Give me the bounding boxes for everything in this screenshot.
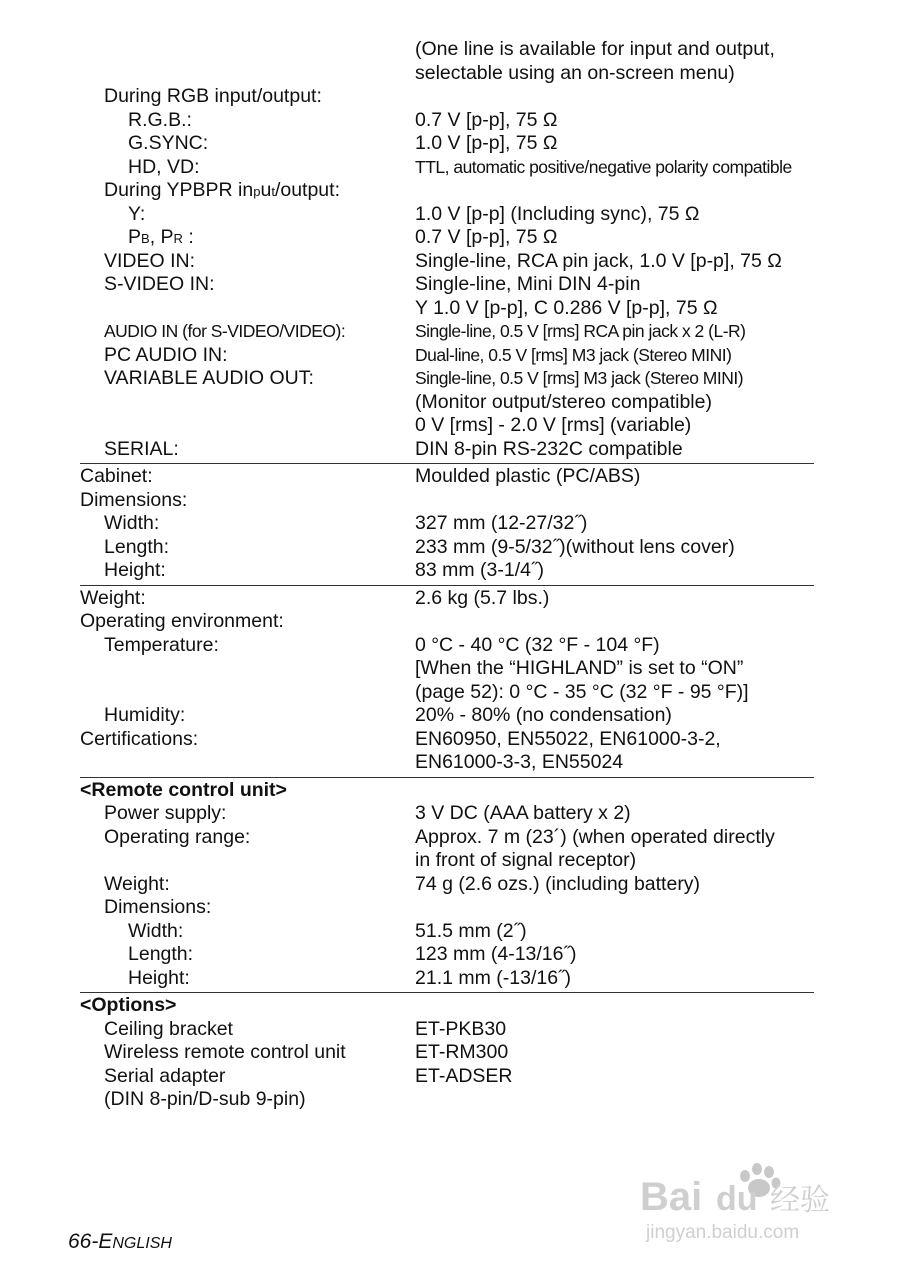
spec-row xyxy=(80,391,814,415)
lang-initial: E xyxy=(98,1230,113,1253)
spec-value: EN61000-3-3, EN55024 xyxy=(415,751,624,773)
spec-value: EN60950, EN55022, EN61000-3-2, xyxy=(415,727,721,750)
spec-label: Humidity: xyxy=(104,704,186,726)
spec-value: 74 g (2.6 ozs.) (including battery) xyxy=(415,872,701,895)
spec-row xyxy=(80,849,814,873)
spec-label xyxy=(80,62,415,86)
spec-label: Cabinet: xyxy=(80,465,153,487)
spec-row xyxy=(80,751,814,775)
spec-value: TTL, automatic positive/negative polarity compatible xyxy=(415,156,792,177)
spec-row xyxy=(80,203,814,227)
spec-value: 51.5 mm (2˝) xyxy=(415,919,527,942)
spec-label: Y: xyxy=(128,202,146,225)
spec-label xyxy=(80,38,415,62)
spec-row xyxy=(80,994,814,1018)
spec-value: Approx. 7 m (23´) (when operated directly xyxy=(415,825,775,848)
spec-row xyxy=(80,1018,814,1042)
spec-row xyxy=(80,873,814,897)
spec-value xyxy=(415,994,814,1018)
spec-value: 327 mm (12-27/32˝) xyxy=(415,512,588,534)
spec-value: (One line is available for input and output, xyxy=(415,38,775,60)
spec-label: Power supply: xyxy=(104,802,227,824)
spec-group xyxy=(80,38,814,461)
spec-row xyxy=(80,920,814,944)
page-number: 66- xyxy=(68,1230,99,1253)
spec-row xyxy=(80,465,814,489)
watermark-brand-cn: 经验 xyxy=(770,1183,830,1218)
spec-label: Ceiling bracket xyxy=(104,1017,233,1040)
watermark-url: jingyan.baidu.com xyxy=(646,1222,800,1243)
spec-value: 21.1 mm (-13/16˝) xyxy=(415,966,572,989)
spec-value: ET-PKB30 xyxy=(415,1017,507,1040)
spec-row xyxy=(80,109,814,133)
spec-value: 83 mm (3-1/4˝) xyxy=(415,559,544,581)
spec-value: 1.0 V [p-p] (Including sync), 75 Ω xyxy=(415,202,700,225)
spec-label xyxy=(80,414,415,438)
spec-label: Weight: xyxy=(80,586,146,609)
spec-row xyxy=(80,896,814,920)
watermark-brand-left: Bai xyxy=(640,1175,703,1219)
spec-row xyxy=(80,1088,814,1112)
spec-row xyxy=(80,587,814,611)
section-divider xyxy=(80,585,814,586)
spec-value xyxy=(415,610,814,634)
spec-label: Temperature: xyxy=(104,633,219,656)
spec-label: HD, VD: xyxy=(128,155,200,178)
spec-row xyxy=(80,610,814,634)
spec-row xyxy=(80,634,814,658)
spec-label: PC AUDIO IN: xyxy=(104,343,228,366)
spec-value: 233 mm (9-5/32˝)(without lens cover) xyxy=(415,535,735,558)
spec-value: DIN 8-pin RS-232C compatible xyxy=(415,437,683,460)
spec-row xyxy=(80,250,814,274)
spec-row xyxy=(80,536,814,560)
section-heading: <Options> xyxy=(80,994,177,1016)
spec-value: ET-ADSER xyxy=(415,1064,513,1087)
spec-value: 0 V [rms] - 2.0 V [rms] (variable) xyxy=(415,414,692,436)
spec-value: ET-RM300 xyxy=(415,1041,509,1063)
spec-row xyxy=(80,1065,814,1089)
section-divider xyxy=(80,992,814,993)
spec-label xyxy=(80,681,415,705)
spec-value xyxy=(415,1088,814,1112)
spec-label: SERIAL: xyxy=(104,437,179,460)
spec-value: 20% - 80% (no condensation) xyxy=(415,704,672,726)
spec-row xyxy=(80,297,814,321)
spec-value xyxy=(415,489,814,513)
spec-table xyxy=(80,38,814,1112)
spec-label xyxy=(80,391,415,415)
watermark-brand-right: du xyxy=(716,1180,758,1218)
spec-value: 0.7 V [p-p], 75 Ω xyxy=(415,108,558,131)
spec-row xyxy=(80,344,814,368)
spec-label: G.SYNC: xyxy=(128,132,209,154)
spec-value: 1.0 V [p-p], 75 Ω xyxy=(415,132,558,154)
spec-label xyxy=(80,849,415,873)
spec-value: Dual-line, 0.5 V [rms] M3 jack (Stereo MINI) xyxy=(415,344,732,365)
spec-row xyxy=(80,179,814,203)
spec-group xyxy=(80,994,814,1112)
spec-value: Moulded plastic (PC/ABS) xyxy=(415,465,641,487)
spec-value: Single-line, Mini DIN 4-pin xyxy=(415,273,641,295)
spec-label: S-VIDEO IN: xyxy=(104,273,215,295)
spec-row xyxy=(80,489,814,513)
spec-row xyxy=(80,85,814,109)
spec-row xyxy=(80,512,814,536)
spec-value xyxy=(415,896,814,920)
lang-rest: NGLISH xyxy=(112,1235,172,1252)
spec-label: Operating range: xyxy=(104,825,251,848)
spec-label: (DIN 8-pin/D-sub 9-pin) xyxy=(104,1088,306,1110)
spec-value: 0 °C - 40 °C (32 °F - 104 °F) xyxy=(415,633,660,656)
spec-value: Single-line, 0.5 V [rms] M3 jack (Stereo MINI) xyxy=(415,368,744,388)
spec-row xyxy=(80,273,814,297)
spec-value: Single-line, 0.5 V [rms] RCA pin jack x 2 (L-R) xyxy=(415,321,746,341)
spec-row xyxy=(80,1041,814,1065)
page-footer xyxy=(68,1230,172,1254)
section-divider xyxy=(80,463,814,464)
spec-label: Length: xyxy=(104,535,170,558)
spec-group xyxy=(80,779,814,991)
spec-row xyxy=(80,367,814,391)
spec-label: Wireless remote control unit xyxy=(104,1041,346,1063)
spec-row xyxy=(80,62,814,86)
spec-label: R.G.B.: xyxy=(128,108,192,131)
spec-value: 2.6 kg (5.7 lbs.) xyxy=(415,586,550,609)
spec-group xyxy=(80,587,814,775)
section-divider xyxy=(80,777,814,778)
spec-value: [When the “HIGHLAND” is set to “ON” xyxy=(415,657,744,679)
spec-row xyxy=(80,226,814,250)
spec-label: During YPBPR input/output: xyxy=(104,179,340,201)
spec-label: Height: xyxy=(104,559,166,581)
spec-value xyxy=(415,179,814,203)
spec-value: Y 1.0 V [p-p], C 0.286 V [p-p], 75 Ω xyxy=(415,296,718,319)
spec-value: in front of signal receptor) xyxy=(415,849,637,871)
spec-value xyxy=(415,779,814,803)
spec-value: 123 mm (4-13/16˝) xyxy=(415,943,577,965)
spec-row xyxy=(80,728,814,752)
spec-group xyxy=(80,465,814,583)
spec-value xyxy=(415,85,814,109)
spec-label xyxy=(80,297,415,321)
spec-row xyxy=(80,681,814,705)
spec-label: PB, PR : xyxy=(128,226,194,248)
spec-row xyxy=(80,943,814,967)
spec-row xyxy=(80,826,814,850)
spec-label: Serial adapter xyxy=(104,1064,226,1087)
spec-label: Dimensions: xyxy=(104,896,212,918)
spec-label: Operating environment: xyxy=(80,610,284,632)
spec-label: Width: xyxy=(104,512,160,534)
spec-row xyxy=(80,132,814,156)
spec-label: AUDIO IN (for S-VIDEO/VIDEO): xyxy=(104,321,346,341)
spec-label: Height: xyxy=(128,966,190,989)
spec-row xyxy=(80,38,814,62)
spec-row xyxy=(80,320,814,344)
spec-value: (Monitor output/stereo compatible) xyxy=(415,390,712,413)
baidu-jingyan-watermark xyxy=(640,1148,845,1248)
spec-row xyxy=(80,438,814,462)
spec-label: Length: xyxy=(128,943,194,965)
spec-label xyxy=(80,751,415,775)
spec-value: Single-line, RCA pin jack, 1.0 V [p-p], 75 Ω xyxy=(415,249,782,272)
spec-row xyxy=(80,779,814,803)
spec-row xyxy=(80,156,814,180)
spec-row xyxy=(80,802,814,826)
spec-label: VARIABLE AUDIO OUT: xyxy=(104,367,314,389)
spec-row xyxy=(80,704,814,728)
spec-value: selectable using an on-screen menu) xyxy=(415,61,735,84)
spec-row xyxy=(80,657,814,681)
spec-label: Width: xyxy=(128,919,184,942)
spec-value: 3 V DC (AAA battery x 2) xyxy=(415,802,631,824)
spec-label: Weight: xyxy=(104,872,170,895)
spec-label: During RGB input/output: xyxy=(104,85,322,107)
spec-label xyxy=(80,657,415,681)
spec-label: VIDEO IN: xyxy=(104,249,196,272)
spec-value: (page 52): 0 °C - 35 °C (32 °F - 95 °F)] xyxy=(415,680,749,703)
spec-row xyxy=(80,967,814,991)
spec-row xyxy=(80,559,814,583)
spec-value: 0.7 V [p-p], 75 Ω xyxy=(415,226,558,248)
section-heading: <Remote control unit> xyxy=(80,778,287,801)
spec-label: Dimensions: xyxy=(80,488,188,511)
spec-row xyxy=(80,414,814,438)
spec-label: Certifications: xyxy=(80,727,199,750)
